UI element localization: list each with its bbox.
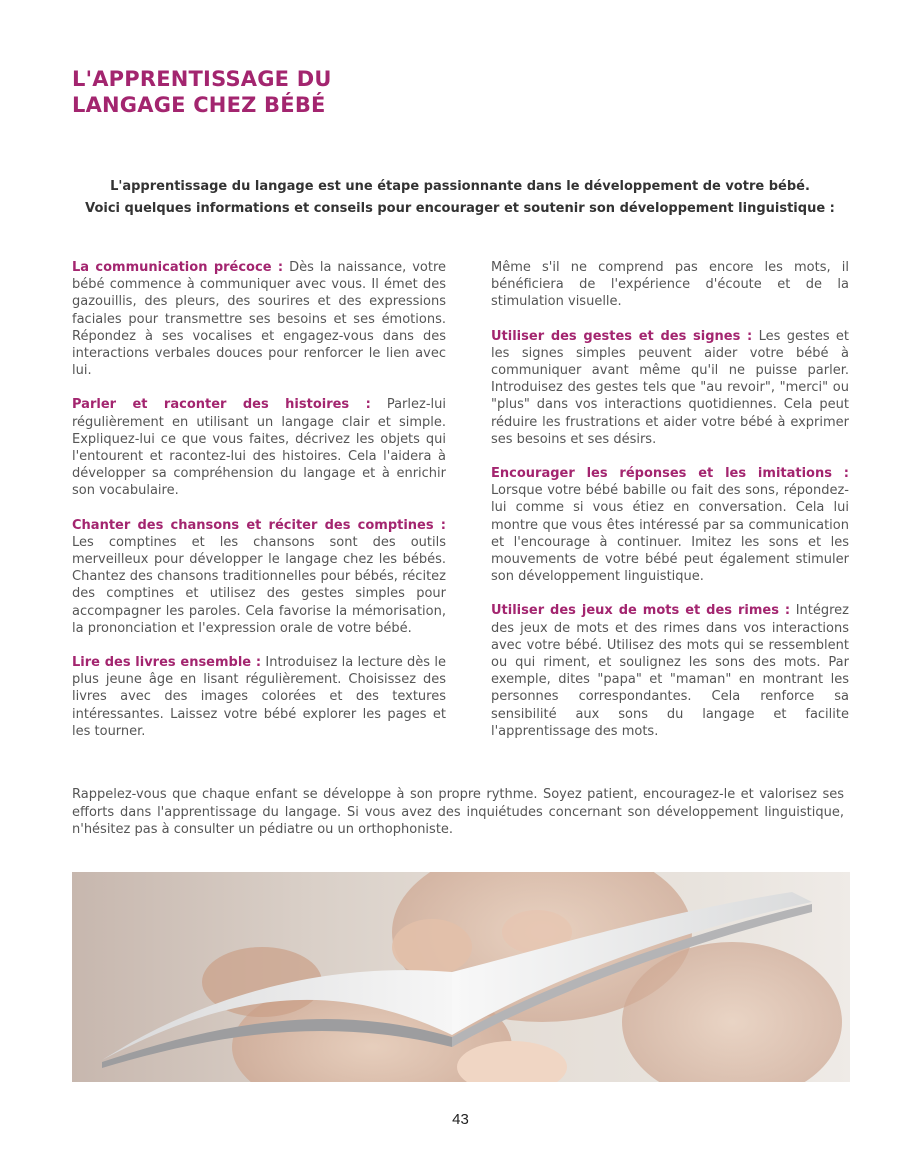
section-text: Même s'il ne comprend pas encore les mots, il bénéficiera de l'expérience d'écoute et de la stimulation visuelle. xyxy=(491,260,849,310)
page-number: 43 xyxy=(452,1111,469,1128)
page-title-line-2: LANGAGE CHEZ BÉBÉ xyxy=(72,93,326,117)
section-reponses-imitations xyxy=(491,465,849,585)
section-chanter-comptines xyxy=(72,517,446,637)
section-lire-livres-continued xyxy=(491,259,849,311)
left-column xyxy=(72,259,446,757)
section-text: Les comptines et les chansons sont des outils merveilleux pour développer le langage chez les bébés. Chantez des chansons traditionnelles pour bébés, récitez des comptines et utilisez des gestes simples pour accompagner les paroles. Cela favorise la mémorisation, la prononciation et l'expression orale de votre bébé. xyxy=(72,534,446,636)
intro-line-1: L'apprentissage du langage est une étape passionnante dans le développement de votre bébé. xyxy=(110,179,810,194)
section-text: Introduisez la lecture dès le plus jeune âge en lisant régulièrement. Choisissez des livres avec des images colorées et des textures intéressantes. Laissez votre bébé explorer les pages et les tourner. xyxy=(72,655,446,739)
baby-reading-book-photo xyxy=(72,872,850,1082)
section-text: Parlez-lui régulièrement en utilisant un langage clair et simple. Expliquez-lui ce que vous faites, décrivez les objets qui l'entourent et racontez-lui des histoires. Cela l'aidera à développer sa compréhension du langage et à enrichir son vocabulaire. xyxy=(72,397,446,499)
section-lire-livres xyxy=(72,654,446,740)
section-parler-raconter xyxy=(72,396,446,499)
section-heading: Encourager les réponses et les imitations : xyxy=(491,466,849,482)
page-title-line-1: L'APPRENTISSAGE DU xyxy=(72,67,332,91)
intro-paragraph xyxy=(72,176,848,220)
section-text: Les gestes et les signes simples peuvent aider votre bébé à communiquer avant même qu'il ne puisse parler. Introduisez des gestes tels que "au revoir", "merci" ou "plus" dans vos interactions quotidiennes. Cela peut réduire les frustrations et aider votre bébé à exprimer ses besoins et ses désirs. xyxy=(491,328,849,447)
page-title xyxy=(72,66,332,118)
baby-hand xyxy=(392,919,472,975)
section-text: Lorsque votre bébé babille ou fait des sons, répondez-lui comme si vous étiez en conversation. Cela lui montre que vous êtes intéressé par sa communication et l'encourage à continuer. Imitez les sons et les mouvements de votre bébé peut également stimuler son développement linguistique. xyxy=(491,483,849,585)
section-heading: Utiliser des jeux de mots et des rimes : xyxy=(491,603,791,619)
section-gestes-signes xyxy=(491,328,849,448)
photo-illustration xyxy=(72,872,850,1082)
section-jeux-mots-rimes xyxy=(491,602,849,740)
section-text: Dès la naissance, votre bébé commence à communiquer avec vous. Il émet des gazouillis, des pleurs, des sourires et des expressions faciales pour transmettre ses besoins et ses émotions. Répondez à ses vocalises et engagez-vous dans des interactions verbales douces pour renforcer le lien avec lui. xyxy=(72,260,447,379)
intro-line-2: Voici quelques informations et conseils pour encourager et soutenir son développement linguistique : xyxy=(85,201,835,216)
closing-paragraph: Rappelez-vous que chaque enfant se développe à son propre rythme. Soyez patient, encouragez-le et valorisez ses efforts dans l'apprentissage du langage. Si vous avez des inquiétudes concernant son développement linguistique, n'hésitez pas à consulter un pédiatre ou un orthophoniste. xyxy=(72,787,844,837)
section-text: Intégrez des jeux de mots et des rimes dans vos interactions avec votre bébé. Utilisez des mots qui se ressemblent ou qui riment, et soulignez les sons des mots. Par exemple, dites "papa" et "maman" en montrant les personnes correspondantes. Cela renforce sa sensibilité aux sons du langage et facilite l'apprentissage des mots. xyxy=(491,603,849,739)
section-heading: Lire des livres ensemble : xyxy=(72,655,262,671)
right-column xyxy=(491,259,849,757)
section-heading: Utiliser des gestes et des signes : xyxy=(491,328,753,344)
section-heading: Parler et raconter des histoires : xyxy=(72,397,371,413)
section-communication-precoce xyxy=(72,259,446,379)
section-heading: Chanter des chansons et réciter des comptines : xyxy=(72,517,446,533)
section-heading: La communication précoce : xyxy=(72,260,284,275)
